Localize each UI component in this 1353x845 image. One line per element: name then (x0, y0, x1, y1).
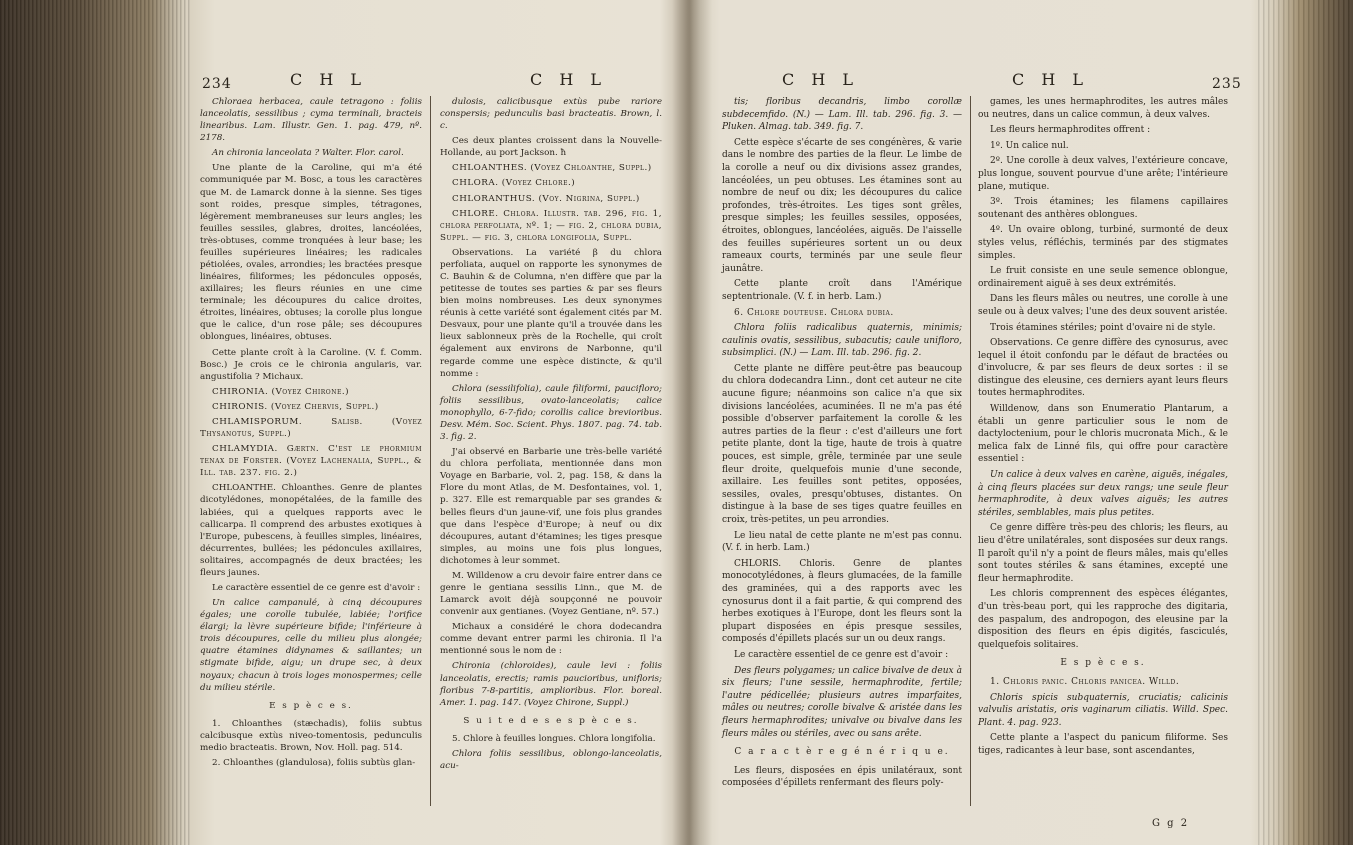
section-heading: E s p è c e s. (269, 700, 353, 711)
entry-heading: CHLOANTHES. (Voyez Chloanthe, Suppl.) (452, 163, 652, 174)
entry-heading: CHLORE. Chlora. Illustr. tab. 296, fig. 1, chlora perfoliata, nº. 1; — fig. 2, chlora dubia, Suppl. — fig. 3, chlora longifolia, Suppl. (440, 208, 662, 243)
paragraph: games, les unes hermaphrodites, les autres mâles ou neutres, dans un calice commun, à deux valves. (978, 97, 1228, 120)
paragraph: 2. Chloanthes (glandulosa), foliis subtùs glan- (212, 757, 416, 768)
paragraph: Ce genre diffère très-peu des chloris; les fleurs, au lieu d'être unilatérales, sont disposées sur deux rangs. Il paroît qu'il n'y a point de fleurs mâles, mais qu'elles sont toutes stériles & sans étamines, excepté une fleur hermaphrodite. (978, 523, 1228, 584)
right-page (712, 0, 1257, 845)
right-page-column-2 (978, 96, 1228, 761)
paragraph: Cette plante ne diffère peut-être pas beaucoup du chlora dodecandra Linn., dont cet auteur ne cite aucune figure; néanmoins son calice n'a que six divisions lancéolées, acuminées. Il ne m'a pas été possible d'observer parfaitement la corolle & les autres parties de la fleur : c'est d'ailleurs une fort petite plante, dont la tige, haute de trois à quatre pouces, est simple, grêle, terminée par une seule fleur droite, quelquefois munie d'une seconde, axillaire. Les feuilles sont petites, opposées, sessiles, ovales, presqu'obtuses, distantes. On distingue à la base de ses tiges quatre feuilles en croix, très-petites, un peu arrondies. (722, 363, 962, 525)
running-head-right-2: C H L (1012, 70, 1089, 89)
paragraph: Chloraea herbacea, caule tetragono : foliis lanceolatis, sessilibus ; cyma terminali, bracteis linearibus. Lam. Illustr. Gen. 1. pag. 479, nº. 2178. (200, 97, 422, 144)
paragraph: 4º. Un ovaire oblong, turbiné, surmonté de deux styles velus, réfléchis, terminés par des stigmates simples. (978, 225, 1228, 261)
paragraph: Les fleurs hermaphrodites offrent : (990, 125, 1151, 136)
paragraph: CHLOANTHE. Chloanthes. Genre de plantes dicotylédones, monopétalées, de la famille des labiées, qui a quelques rapports avec le callicarpa. Il comprend des arbustes exotiques à l'Europe, pubescens, à feuilles simples, linéaires, décurrentes, bullées; les pédoncules axillaires, solitaires, accompagnés de deux bractées; les fleurs jaunes. (200, 483, 422, 578)
left-page (190, 0, 670, 845)
entry-heading: 6. Chlore douteuse. Chlora dubia. (734, 307, 894, 318)
page-number-left: 234 (202, 76, 232, 92)
paragraph: tis; floribus decandris, limbo corollæ subdecemfido. (N.) — Lam. Ill. tab. 296. fig. 3. — Pluken. Almag. tab. 349. fig. 7. (722, 97, 962, 133)
paragraph: Cette plante a l'aspect du panicum filiforme. Ses tiges, radicantes à leur base, sont ascendantes, (978, 733, 1228, 756)
paragraph: 1º. Un calice nul. (990, 140, 1069, 151)
paragraph: J'ai observé en Barbarie une très-belle variété du chlora perfoliata, mentionnée dans mon Voyage en Barbarie, vol. 2, pag. 158, & dans la Flore du mont Atlas, de M. Desfontaines, vol. 1, p. 327. Elle est remarquable par ses grandes & belles fleurs d'un jaune-vif, une fois plus grandes que dans l'espèce d'Europe; à neuf ou dix découpures, autant d'étamines; les tiges presque simples, au moins une fois plus longues, dichotomes à leur sommet. (440, 447, 662, 566)
left-page-edges (0, 0, 190, 845)
paragraph: Willdenow, dans son Enumeratio Plantarum, a établi un genre particulier sous le nom de dactyloctenium, pour le chloris mucronata Mich., & le melica falx de Linné fils, qui offre pour caractère essentiel : (978, 404, 1228, 465)
paragraph: Cette plante croît dans l'Amérique septentrionale. (V. f. in herb. Lam.) (722, 279, 962, 302)
paragraph: M. Willdenow a cru devoir faire entrer dans ce genre le gentiana sessilis Linn., que M. de Lamarck avoit déjà soupçonné ne pouvoir convenir aux gentianes. (Voyez Gentiane, nº. 57.) (440, 570, 662, 618)
paragraph: Chlora (sessilifolia), caule filiformi, paucifloro; foliis sessilibus, ovato-lanceolatis; calice monophyllo, 6-7-fido; corollis calice brevioribus. Desv. Mém. Soc. Scient. Phys. 1807. pag. 74. tab. 3. fig. 2. (440, 383, 662, 443)
entry-heading: CHIRONIS. (Voyez Chervis, Suppl.) (212, 401, 379, 412)
paragraph: Chironia (chloroides), caule levi : foliis lanceolatis, erectis; ramis paucioribus, unifloris; floribus 7-8-partitis, amplioribus. Flor. boreal. Amer. 1. pag. 147. (Voyez Chirone, Suppl.) (440, 661, 662, 708)
right-page-column-1 (722, 96, 962, 793)
page-number-right: 235 (1212, 76, 1242, 92)
book-gutter (672, 0, 712, 845)
entry-heading: 1. Chloris panic. Chloris panicea. Willd. (990, 676, 1180, 687)
paragraph: Un calice campanulé, à cinq découpures égales; une corolle tubulée, labiée; l'orifice élargi; la lèvre supérieure bifide; l'inférieure à trois découpures, celle du milieu plus alongée; quatre étamines didynames & saillantes; un stigmate bifide, aigu; un drupe sec, à deux noyaux; chacun à trois loges monospermes; celle du milieu stérile. (200, 598, 422, 693)
column-rule (970, 96, 971, 806)
entry-heading: CHLORANTHUS. (Voy. Nigrina, Suppl.) (452, 193, 640, 204)
paragraph: Trois étamines stériles; point d'ovaire ni de style. (990, 322, 1216, 333)
paragraph: Dans les fleurs mâles ou neutres, une corolle à une seule ou à deux valves; l'une des deux souvent aristée. (978, 294, 1228, 317)
right-page-edges (1258, 0, 1353, 845)
running-head-left-2: C H L (530, 70, 607, 89)
left-page-column-2 (440, 96, 662, 775)
running-head-right-1: C H L (782, 70, 859, 89)
paragraph: Les fleurs, disposées en épis unilatéraux, sont composées d'épillets renfermant des fleurs poly- (722, 765, 962, 789)
paragraph: CHLORIS. Chloris. Genre de plantes monocotylédones, à fleurs glumacées, de la famille des graminées, qui a des rapports avec les cynosurus dont il a fait partie, & qui comprend des herbes exotiques à l'Europe, dont les fleurs sont la plupart disposées en épis presque sessiles, composés d'épillets placés sur un ou deux rangs. (722, 558, 962, 645)
paragraph: Des fleurs polygames; un calice bivalve de deux à six fleurs; l'une sessile, hermaphrodite, fertile; l'autre pédicellée; plusieurs autres imparfaites, mâles ou neutres; corolle bivalve & aristée dans les fleurs hermaphrodites; univalve ou bivalve dans les fleurs mâles ou stériles, avec ou sans arête. (722, 665, 962, 739)
section-heading: C a r a c t è r e g é n é r i q u e. (734, 747, 950, 758)
paragraph: Observations. Ce genre diffère des cynosurus, avec lequel il étoit confondu par le défaut de bractées ou d'involucre, & par ses fleurs de deux sortes : il se distingue des eleusine, ces derniers ayant leurs fleurs toutes hermaphrodites. (978, 338, 1228, 399)
paragraph: 1. Chloanthes (stæchadis), foliis subtus calcibusque extùs niveo-tomentosis, pedunculis medio bracteatis. Brown, Nov. Holl. pag. 514. (200, 718, 422, 753)
paragraph: 5. Chlore à feuilles longues. Chlora longifolia. (452, 733, 656, 744)
section-heading: S u i t e d e s e s p è c e s. (463, 715, 639, 726)
paragraph: An chironia lanceolata ? Walter. Flor. carol. (212, 148, 404, 159)
paragraph: Cette espèce s'écarte de ses congénères, & varie dans le nombre des parties de la fleur. Le limbe de la corolle a neuf ou dix divisions assez grandes, lancéolées, un peu obtuses. Les étamines sont au nombre de neuf ou dix; les découpures du calice profondes, très-étroites. Les tiges sont grêles, presque simples; les feuilles sessiles, opposées, étroites, oblongues, lancéolées, aiguës. De l'aisselle des feuilles supérieures sortent un ou deux rameaux courts, terminés par une seule fleur jaunâtre. (722, 137, 962, 274)
paragraph: Cette plante croît à la Caroline. (V. f. Comm. Bosc.) Je crois ce le chironia angularis, var. angustifolia ? Michaux. (200, 347, 422, 382)
paragraph: Les chloris comprennent des espèces élégantes, d'un très-beau port, qui les rapproche des digitaria, des paspalum, des andropogon, des eleusine par la disposition des fleurs en épis digités, fasciculés, quelquefois solitaires. (978, 589, 1228, 650)
paragraph: Observations. La variété β du chlora perfoliata, auquel on rapporte les synonymes de C. Bauhin & de Columna, n'en diffère que par la petitesse de toutes ses parties & par ses fleurs bien moins nombreuses. Les deux synonymes réunis à cette variété sont également cités par M. Desvaux, pour une plante qu'il a trouvée dans les lieux sablonneux près de la Rochelle, qui croît également aux environs de Narbonne, qu'il regarde comme une espèce distincte, & qu'il nomme : (440, 247, 662, 379)
left-page-column-1 (200, 96, 422, 772)
paragraph: Le caractère essentiel de ce genre est d'avoir : (212, 582, 421, 593)
entry-heading: CHLAMISPORUM. Salisb. (Voyez Thysanotus, Suppl.) (200, 416, 422, 440)
signature-mark: G g 2 (1152, 818, 1190, 829)
paragraph: Ces deux plantes croissent dans la Nouvelle-Hollande, au port Jackson. ħ (440, 136, 662, 159)
paragraph: Le fruit consiste en une seule semence oblongue, ordinairement aiguë à ses deux extrémités. (978, 266, 1228, 289)
entry-heading: CHLAMYDIA. Gærtn. C'est le phormium tenax de Forster. (Voyez Lachenalia, Suppl., & Ill. tab. 237. fig. 2.) (200, 444, 422, 479)
paragraph: 3º. Trois étamines; les filamens capillaires soutenant des anthères oblongues. (978, 197, 1228, 220)
paragraph: Le lieu natal de cette plante ne m'est pas connu. (V. f. in herb. Lam.) (722, 530, 962, 554)
entry-heading: CHIRONIA. (Voyez Chirone.) (212, 386, 350, 397)
column-rule (430, 96, 431, 806)
paragraph: Une plante de la Caroline, qui m'a été communiquée par M. Bosc, a tous les caractères que M. de Lamarck donne à la sienne. Ses tiges sont roides, presque simples, tétragones, légèrement membraneuses sur leurs angles; les feuilles sessiles, glabres, droites, lancéolées, très-obtuses, comme tronquées à leur base; les feuilles supérieures linéaires; les radicales pétiolées, ovales, arrondies; les bractées presque linéaires, filiformes; les pédoncules opposés, axillaires; les fleurs réunies en une cime terminale; les découpures du calice droites, étroites, linéaires, obtuses; la corolle plus longue que le calice, d'un rose pâle; ses découpures oblongues, linéaires, obtuses. (200, 163, 422, 343)
paragraph: Chlora foliis radicalibus quaternis, minimis; caulinis ovatis, sessilibus, subacutis; caule unifloro, subsimplici. (N.) — Lam. Ill. tab. 296. fig. 2. (722, 323, 962, 359)
entry-heading: CHLORA. (Voyez Chlore.) (452, 178, 576, 189)
paragraph: dulosis, calicibusque extùs pube rariore conspersis; pedunculis basi bracteatis. Brown, l. c. (440, 97, 662, 132)
section-heading: E s p è c e s. (1060, 658, 1146, 669)
running-head-left-1: C H L (290, 70, 367, 89)
paragraph: Chloris spicis subquaternis, cruciatis; calicinis valvulis aristatis, oris vaginarum ciliatis. Willd. Spec. Plant. 4. pag. 923. (978, 692, 1228, 728)
paragraph: Un calice à deux valves en carène, aiguës, inégales, à cinq fleurs placées sur deux rangs; une seule fleur hermaphrodite, à deux valves aiguës; les autres stériles, semblables, mais plus petites. (978, 470, 1228, 518)
paragraph: Michaux a considéré le chora dodecandra comme devant entrer parmi les chironia. Il l'a mentionné sous le nom de : (440, 622, 662, 657)
paragraph: Le caractère essentiel de ce genre est d'avoir : (734, 649, 949, 660)
paragraph: 2º. Une corolle à deux valves, l'extérieure concave, plus longue, souvent pourvue d'une arête; l'intérieure plane, mutique. (978, 156, 1228, 192)
paragraph: Chlora foliis sessilibus, oblongo-lanceolatis, acu- (440, 748, 662, 771)
